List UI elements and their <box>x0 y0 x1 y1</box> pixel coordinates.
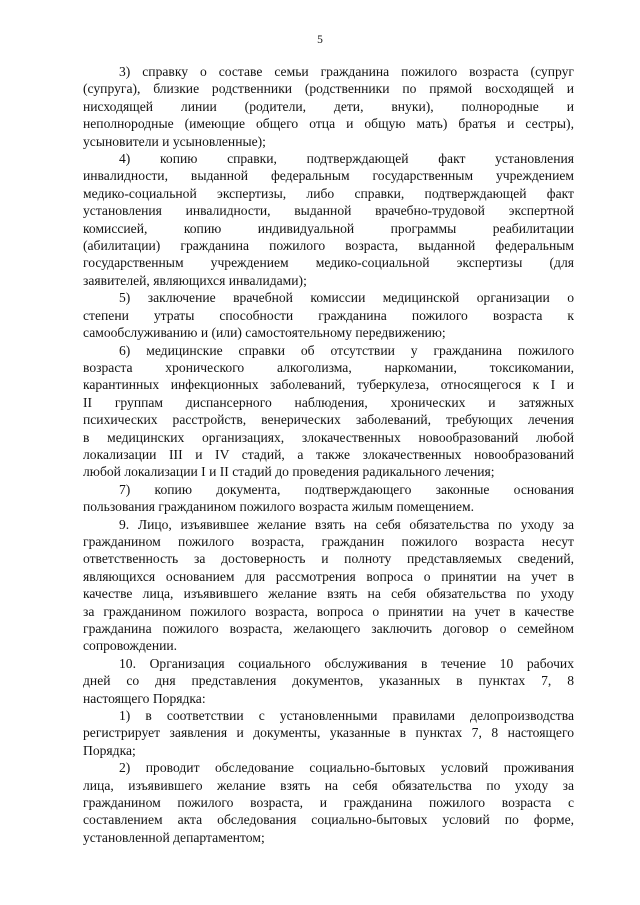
text-line: ответственность за достоверность и полноту представляемых сведений, <box>83 551 574 567</box>
text-line: карантинных инфекционных заболеваний, туберкулеза, относящегося к I и <box>83 377 574 393</box>
text-line: 9. Лицо, изъявившее желание взять на себя обязательства по уходу за <box>119 516 574 532</box>
paragraph-p-item-7 <box>83 481 574 516</box>
text-line: Порядка; <box>83 742 136 758</box>
text-line: инвалидности, выданной федеральным государственным учреждением <box>83 168 574 184</box>
text-line: 4) копию справки, подтверждающей факт установления <box>119 151 574 167</box>
text-line: 7) копию документа, подтверждающего законные основания <box>119 481 574 497</box>
text-line: настоящего Порядка: <box>83 690 206 706</box>
text-line: любой локализации I и II стадий до проведения радикального лечения; <box>83 464 495 480</box>
text-line: 5) заключение врачебной комиссии медицинской организации о <box>119 290 574 306</box>
paragraph-p-item-6 <box>83 342 574 481</box>
text-line: за гражданином пожилого возраста, вопроса о принятии на учет в качестве <box>83 603 574 619</box>
text-line: 1) в соответствии с установленными правилами делопроизводства <box>119 708 574 724</box>
text-line: гражданином пожилого возраста, гражданин пожилого возраста несут <box>83 533 574 549</box>
paragraph-p-item-3 <box>83 63 574 150</box>
text-line: установления инвалидности, выданной врачебно-трудовой экспертной <box>83 203 574 219</box>
text-line: психических расстройств, венерических заболеваний, требующих лечения <box>83 412 574 428</box>
text-line: установленной департаментом; <box>83 829 265 845</box>
text-line: гражданина пожилого возраста, желающего заключить договор о семейном <box>83 621 574 636</box>
text-line: (супруга), близкие родственники (родственники по прямой восходящей и <box>83 81 574 97</box>
text-line: лица, изъявившего желание взять на себя обязательства по уходу за <box>83 777 574 793</box>
text-line: 2) проводит обследование социально-бытовых условий проживания <box>119 760 574 776</box>
text-line: в медицинских организациях, злокачественных новообразований любой <box>83 429 574 445</box>
paragraph-p-item-5 <box>83 289 574 341</box>
text-line: качестве лица, изъявившего желание взять на себя обязательства по уходу <box>83 586 574 602</box>
text-line: дней со дня представления документов, указанных в пунктах 7, 8 <box>83 673 574 689</box>
text-line: комиссией, копию индивидуальной программы реабилитации <box>83 220 574 236</box>
text-line: гражданином пожилого возраста, и гражданина пожилого возраста с <box>83 795 574 811</box>
text-line: локализации III и IV стадий, а также злокачественных новообразований <box>83 446 574 462</box>
text-line: государственным учреждением медико-социальной экспертизы (для <box>83 255 574 271</box>
paragraph-p-section-10-item-1 <box>83 707 574 759</box>
text-line: усыновители и усыновленные); <box>83 133 266 149</box>
text-line: нисходящей линии (родители, дети, внуки), полнородные и <box>83 98 574 114</box>
paragraph-p-section-10-item-2 <box>83 759 574 846</box>
text-line: пользования гражданином пожилого возраста жилым помещением. <box>83 499 474 515</box>
text-line: составлением акта обследования социально-бытовых условий по форме, <box>83 812 574 828</box>
text-line: 3) справку о составе семьи гражданина пожилого возраста (супруг <box>119 64 574 79</box>
paragraph-p-item-4 <box>83 150 574 289</box>
text-line: 10. Организация социального обслуживания в течение 10 рабочих <box>119 655 574 671</box>
text-line: самообслуживанию и (или) самостоятельному передвижению; <box>83 325 446 341</box>
page-number: 5 <box>317 34 323 46</box>
text-line: сопровождении. <box>83 638 178 654</box>
text-line: заявителей, являющихся инвалидами); <box>83 272 307 288</box>
paragraph-p-section-9 <box>83 516 574 655</box>
document-body <box>83 63 574 846</box>
text-line: неполнородные (имеющие общего отца и общую мать) братья и сестры), <box>83 116 574 132</box>
text-line: степени утраты способности гражданина пожилого возраста к <box>83 307 574 323</box>
text-line: регистрирует заявления и документы, указанные в пунктах 7, 8 настоящего <box>83 725 574 741</box>
text-line: 6) медицинские справки об отсутствии у гражданина пожилого <box>119 342 574 358</box>
text-line: медико-социальной экспертизы, либо справки, подтверждающей факт <box>83 185 574 201</box>
text-line: являющихся основанием для рассмотрения вопроса о принятии на учет в <box>83 568 574 584</box>
text-line: возраста хронического алкоголизма, наркомании, токсикомании, <box>83 359 574 375</box>
text-line: (абилитации) гражданина пожилого возраста, выданной федеральным <box>83 238 574 254</box>
text-line: II группам диспансерного наблюдения, хронических и затяжных <box>83 394 574 410</box>
paragraph-p-section-10 <box>83 655 574 707</box>
